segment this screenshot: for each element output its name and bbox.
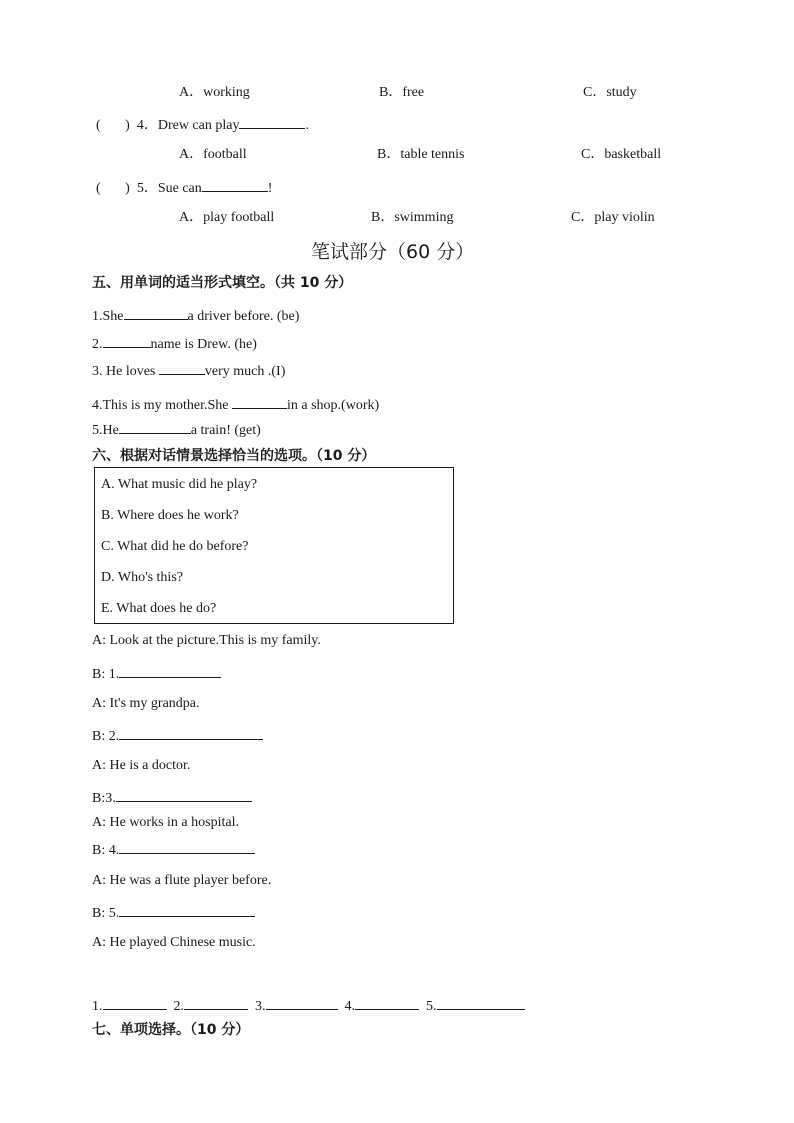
dialogue-line-6-text: B:3.: [92, 791, 116, 806]
answer-4-blank[interactable]: [355, 996, 419, 1010]
q5-text: 5．Sue can: [136, 181, 202, 196]
dialogue-line-2-text: B: 1.: [92, 667, 120, 682]
option-a: A. What music did he play?: [101, 477, 258, 492]
answer-3-blank[interactable]: [266, 996, 338, 1010]
dialogue-line-4-text: B: 2.: [92, 729, 120, 744]
s5-item-3-after: very much .(I): [204, 364, 286, 379]
s5-item-1-before: 1.She: [92, 309, 124, 324]
s5-item-2-blank[interactable]: [103, 334, 151, 348]
section6-heading: 六、根据对话情景选择恰当的选项。（10 分）: [92, 448, 376, 464]
answer-2-blank[interactable]: [184, 996, 248, 1010]
q4-text: 4．Drew can play: [136, 118, 240, 133]
s5-item-3: [92, 361, 285, 381]
q3-option-b: B．free: [379, 85, 425, 100]
s5-item-5-after: a train! (get): [190, 423, 261, 438]
s5-item-1: [92, 306, 299, 326]
s5-item-2: [92, 334, 257, 354]
dialogue-line-11: A: He played Chinese music.: [92, 935, 256, 950]
written-part-title: 笔试部分（60 分）: [311, 241, 475, 263]
answer-5-blank[interactable]: [437, 996, 525, 1010]
option-d: D. Who's this?: [101, 570, 183, 585]
q3-option-c: C．study: [583, 85, 637, 100]
dialogue-blank-4[interactable]: [119, 840, 255, 854]
dialogue-line-9: A: He was a flute player before.: [92, 873, 272, 888]
section5-heading: 五、用单词的适当形式填空。（共 10 分）: [92, 275, 353, 291]
answer-2-label: 2.: [173, 999, 184, 1014]
q5-option-c: C．play violin: [571, 210, 655, 225]
dialogue-line-10: [92, 903, 255, 923]
dialogue-line-1: A: Look at the picture.This is my family.: [92, 633, 321, 648]
dialogue-blank-1[interactable]: [119, 664, 221, 678]
s5-item-4: [92, 395, 379, 415]
answer-1-label: 1.: [92, 999, 103, 1014]
q5-option-a: A．play football: [179, 210, 275, 225]
dialogue-blank-2[interactable]: [119, 726, 263, 740]
dialogue-blank-3[interactable]: [116, 788, 252, 802]
dialogue-line-3: A: It's my grandpa.: [92, 696, 200, 711]
s5-item-4-before: 4.This is my mother.She: [92, 398, 232, 413]
q4-option-a: A．football: [179, 147, 247, 162]
option-b: B. Where does he work?: [101, 508, 239, 523]
dialogue-line-8: [92, 840, 255, 860]
dialogue-line-10-text: B: 5.: [92, 906, 120, 921]
s5-item-5-before: 5.He: [92, 423, 119, 438]
dialogue-line-2: [92, 664, 221, 684]
option-e: E. What does he do?: [101, 601, 217, 616]
q4-answer-paren[interactable]: ( ): [96, 118, 130, 133]
dialogue-line-8-text: B: 4.: [92, 843, 120, 858]
q4-option-b: B．table tennis: [377, 147, 465, 162]
answer-4-label: 4.: [344, 999, 355, 1014]
dialogue-blank-5[interactable]: [119, 903, 255, 917]
s5-item-2-before: 2.: [92, 337, 103, 352]
q4-blank[interactable]: [239, 115, 305, 129]
answer-5-label: 5.: [426, 999, 437, 1014]
option-c: C. What did he do before?: [101, 539, 249, 554]
s5-item-4-blank[interactable]: [232, 395, 287, 409]
q5-text-end: !: [267, 181, 273, 196]
s5-item-5-blank[interactable]: [119, 420, 191, 434]
s5-item-1-blank[interactable]: [124, 306, 188, 320]
s5-item-3-before: 3. He loves: [92, 364, 159, 379]
q5-blank[interactable]: [202, 178, 268, 192]
s5-item-5: [92, 420, 261, 440]
dialogue-line-7: A: He works in a hospital.: [92, 815, 239, 830]
q5-option-b: B．swimming: [371, 210, 454, 225]
s5-item-2-after: name is Drew. (he): [150, 337, 257, 352]
section7-heading: 七、单项选择。（10 分）: [92, 1022, 250, 1038]
s5-item-4-after: in a shop.(work): [287, 398, 380, 413]
answer-3-label: 3.: [255, 999, 266, 1014]
q4-text-end: .: [305, 118, 309, 133]
answer-1-blank[interactable]: [103, 996, 167, 1010]
q5-answer-paren[interactable]: ( ): [96, 181, 130, 196]
s5-item-3-blank[interactable]: [159, 361, 205, 375]
q3-option-a: A．working: [179, 85, 250, 100]
q4-question: [96, 115, 309, 135]
answer-row: [92, 996, 525, 1016]
s5-item-1-after: a driver before. (be): [187, 309, 300, 324]
dialogue-line-4: [92, 726, 263, 746]
q5-question: [96, 178, 272, 198]
dialogue-line-5: A: He is a doctor.: [92, 758, 191, 773]
dialogue-line-6: [92, 788, 252, 808]
q4-option-c: C．basketball: [581, 147, 662, 162]
